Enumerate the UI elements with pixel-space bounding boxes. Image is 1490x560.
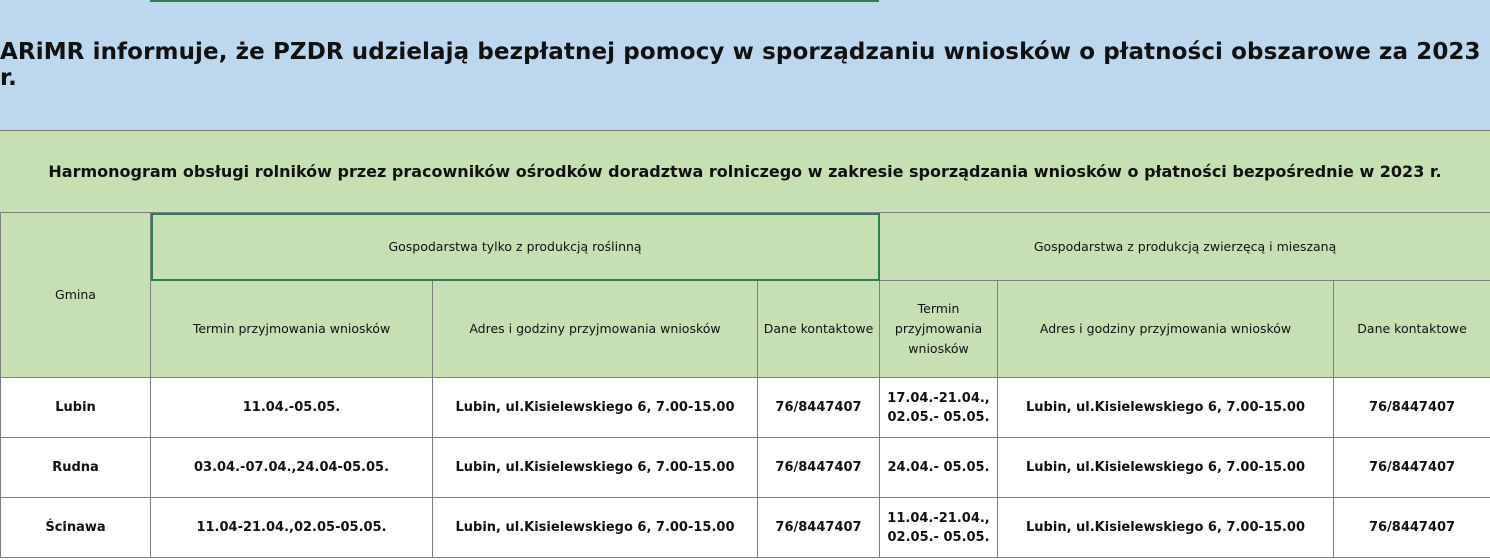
cell-animal-address[interactable]: Lubin, ul.Kisielewskiego 6, 7.00-15.00: [998, 378, 1334, 438]
header-animal-term-line1: Termin: [917, 301, 960, 316]
cell-animal-term-line2: 02.05.- 05.05.: [887, 529, 990, 545]
cell-plant-contact[interactable]: 76/8447407: [758, 378, 880, 438]
table-row-lubin: [1, 378, 1490, 438]
cell-gmina[interactable]: Rudna: [1, 438, 151, 498]
header-row-groups: [1, 213, 1490, 281]
header-group-animal[interactable]: Gospodarstwa z produkcją zwierzęcą i mieszaną: [880, 213, 1490, 281]
page-title-text: ARiMR informuje, że PZDR udzielają bezpłatnej pomocy w sporządzaniu wniosków o płatności obszarowe za 2023 r.: [0, 39, 1481, 91]
cell-animal-term[interactable]: [880, 498, 998, 558]
table-row-rudna: [1, 438, 1490, 498]
header-row-columns: [1, 281, 1490, 378]
header-gmina[interactable]: Gmina: [1, 213, 151, 378]
cell-plant-term[interactable]: 11.04-21.04.,02.05-05.05.: [151, 498, 433, 558]
schedule-subtitle: [0, 131, 1490, 213]
header-plant-address[interactable]: Adres i godziny przyjmowania wniosków: [433, 281, 758, 378]
cell-animal-contact[interactable]: 76/8447407: [1334, 378, 1490, 438]
cell-animal-address[interactable]: Lubin, ul.Kisielewskiego 6, 7.00-15.00: [998, 498, 1334, 558]
cell-animal-contact[interactable]: 76/8447407: [1334, 498, 1490, 558]
header-animal-address[interactable]: Adres i godziny przyjmowania wniosków: [998, 281, 1334, 378]
cell-animal-term-line1: 24.04.- 05.05.: [887, 460, 990, 475]
table-row-scinawa: [1, 498, 1490, 558]
header-plant-term[interactable]: Termin przyjmowania wniosków: [151, 281, 433, 378]
header-plant-contact[interactable]: Dane kontaktowe: [758, 281, 880, 378]
header-group-plant[interactable]: Gospodarstwa tylko z produkcją roślinną: [151, 213, 880, 281]
cell-animal-term-line1: 11.04.-21.04.,: [887, 510, 990, 526]
cell-gmina[interactable]: Lubin: [1, 378, 151, 438]
selection-accent-line: [150, 0, 879, 2]
cell-plant-address[interactable]: Lubin, ul.Kisielewskiego 6, 7.00-15.00: [433, 378, 758, 438]
cell-plant-term[interactable]: 03.04.-07.04.,24.04-05.05.: [151, 438, 433, 498]
schedule-table: [0, 212, 1490, 558]
cell-animal-term-line2: 02.05.- 05.05.: [887, 409, 990, 425]
cell-plant-address[interactable]: Lubin, ul.Kisielewskiego 6, 7.00-15.00: [433, 438, 758, 498]
cell-animal-term[interactable]: [880, 378, 998, 438]
schedule-subtitle-text: Harmonogram obsługi rolników przez pracowników ośrodków doradztwa rolniczego w zakresie sporządzania wniosków o płatności bezpośrednie w 2023 r.: [48, 162, 1442, 181]
cell-plant-contact[interactable]: 76/8447407: [758, 438, 880, 498]
cell-animal-address[interactable]: Lubin, ul.Kisielewskiego 6, 7.00-15.00: [998, 438, 1334, 498]
cell-animal-contact[interactable]: 76/8447407: [1334, 438, 1490, 498]
cell-plant-term[interactable]: 11.04.-05.05.: [151, 378, 433, 438]
cell-plant-address[interactable]: Lubin, ul.Kisielewskiego 6, 7.00-15.00: [433, 498, 758, 558]
header-animal-term-line2: przyjmowania: [894, 321, 983, 336]
header-animal-term-line3: wniosków: [908, 341, 969, 356]
cell-plant-contact[interactable]: 76/8447407: [758, 498, 880, 558]
header-animal-term[interactable]: [880, 281, 998, 378]
cell-gmina[interactable]: Ścinawa: [1, 498, 151, 558]
header-animal-contact[interactable]: Dane kontaktowe: [1334, 281, 1490, 378]
cell-animal-term-line1: 17.04.-21.04.,: [887, 390, 990, 406]
page-title: [0, 0, 1490, 131]
cell-animal-term[interactable]: [880, 438, 998, 498]
